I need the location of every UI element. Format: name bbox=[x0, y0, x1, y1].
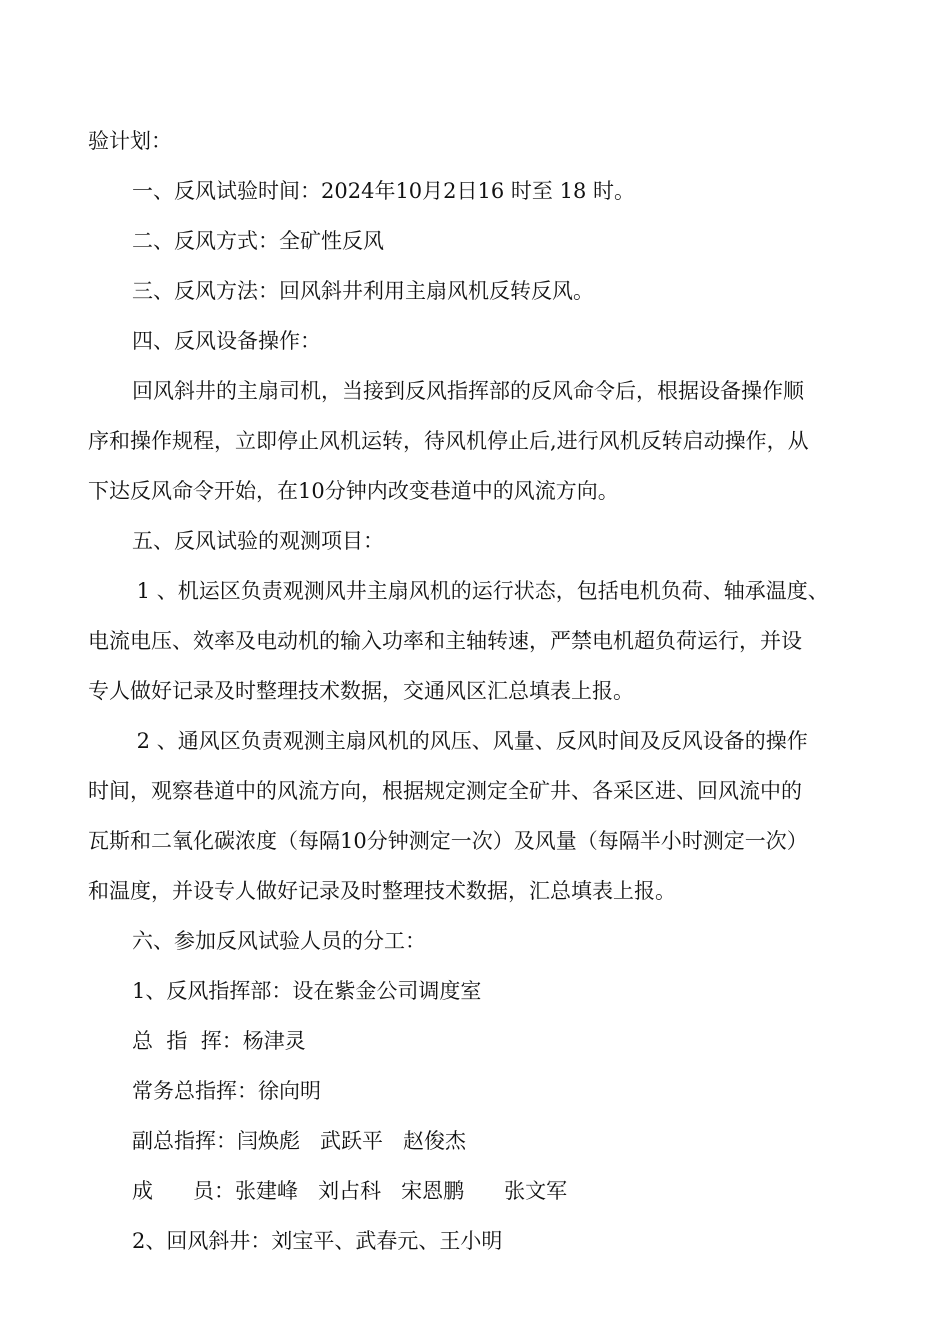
text-line-observation-item-1c: 专人做好记录及时整理技术数据，交通风区汇总填表上报。 bbox=[88, 679, 634, 703]
text-line-observation-item-2a: 2 、通风区负责观测主扇风机的风压、风量、反风时间及反风设备的操作 bbox=[130, 729, 808, 753]
text-line-executive-commander: 常务总指挥：徐向明 bbox=[132, 1079, 321, 1103]
text-line-reverse-time: 一、反风试验时间：2024年10月2日16 时至 18 时。 bbox=[132, 179, 635, 203]
text-line-observation-item-2c: 瓦斯和二氧化碳浓度（每隔10分钟测定一次）及风量（每隔半小时测定一次） bbox=[88, 829, 808, 853]
text-line-reverse-method: 三、反风方法：回风斜井利用主扇风机反转反风。 bbox=[132, 279, 594, 303]
text-line-observation-item-2d: 和温度，并设专人做好记录及时整理技术数据，汇总填表上报。 bbox=[88, 879, 676, 903]
text-line-observation-heading: 五、反风试验的观测项目： bbox=[132, 529, 384, 553]
text-line-deputy-commanders: 副总指挥：闫焕彪 武跃平 赵俊杰 bbox=[132, 1129, 467, 1153]
text-line-reverse-mode: 二、反风方式：全矿性反风 bbox=[132, 229, 384, 253]
text-line-observation-item-1b: 电流电压、效率及电动机的输入功率和主轴转速，严禁电机超负荷运行，并设 bbox=[88, 629, 802, 653]
text-line-observation-item-2b: 时间，观察巷道中的风流方向，根据规定测定全矿井、各采区进、回风流中的 bbox=[88, 779, 802, 803]
text-line-equipment-para-3: 下达反风命令开始，在10分钟内改变巷道中的风流方向。 bbox=[88, 479, 619, 503]
text-line-equipment-para-1: 回风斜井的主扇司机，当接到反风指挥部的反风命令后，根据设备操作顺 bbox=[132, 379, 804, 403]
text-line-staff-heading: 六、参加反风试验人员的分工： bbox=[132, 929, 426, 953]
text-line-equipment-heading: 四、反风设备操作： bbox=[132, 329, 321, 353]
text-line-observation-item-1a: 1 、机运区负责观测风井主扇风机的运行状态，包括电机负荷、轴承温度、 bbox=[130, 579, 829, 603]
text-line-equipment-para-2: 序和操作规程，立即停止风机运转，待风机停止后,进行风机反转启动操作，从 bbox=[88, 429, 809, 453]
text-line-return-shaft-staff: 2、回风斜井：刘宝平、武春元、王小明 bbox=[132, 1229, 503, 1253]
text-line-continuation: 验计划： bbox=[88, 129, 172, 153]
text-line-chief-commander: 总 指 挥：杨津灵 bbox=[132, 1029, 306, 1053]
text-line-members: 成 员：张建峰 刘占科 宋恩鹏 张文军 bbox=[132, 1179, 568, 1203]
text-line-command-post: 1、反风指挥部：设在紫金公司调度室 bbox=[132, 979, 482, 1003]
